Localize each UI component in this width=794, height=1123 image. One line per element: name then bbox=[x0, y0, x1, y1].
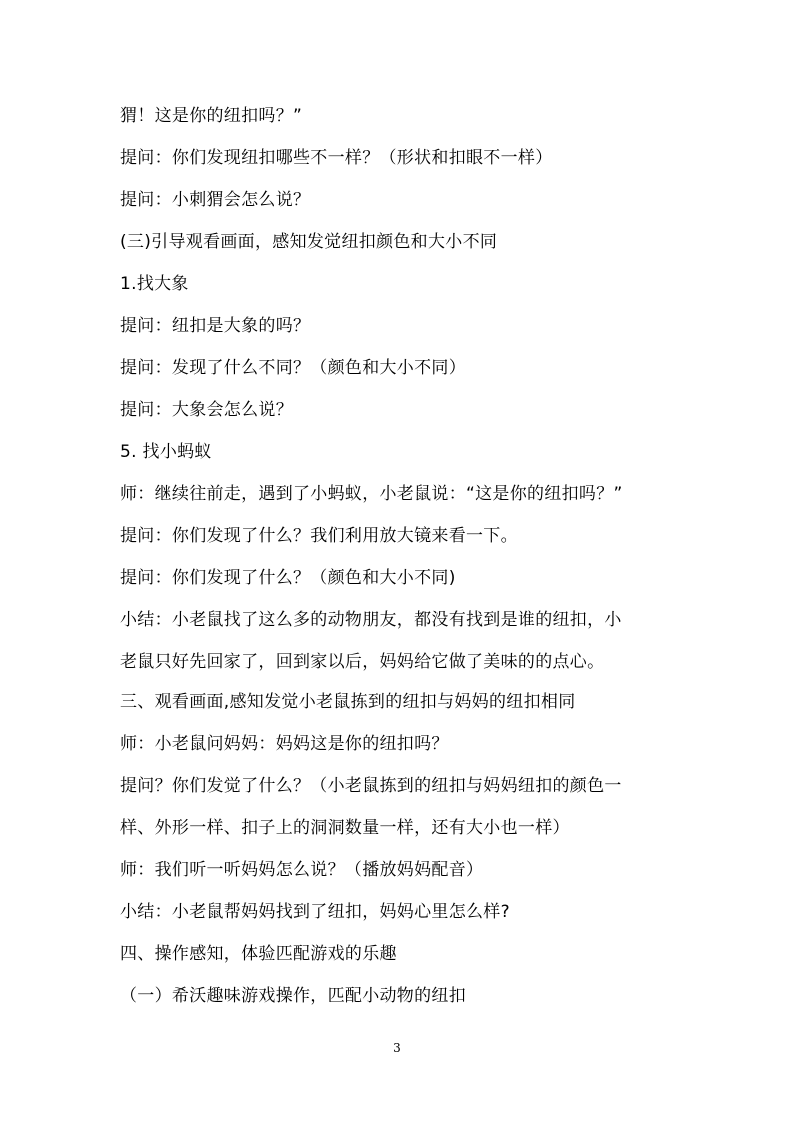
page-number: 3 bbox=[393, 1041, 401, 1055]
text-line: 提问？你们发觉了什么？（小老鼠拣到的纽扣与妈妈纽扣的颜色一 bbox=[120, 776, 622, 796]
text-line: 小结：小老鼠帮妈妈找到了纽扣，妈妈心里怎么样? bbox=[120, 902, 510, 922]
text-line: 提问：发现了什么不同？（颜色和大小不同） bbox=[120, 358, 466, 378]
text-line: 提问：小刺猬会怎么说？ bbox=[120, 190, 311, 210]
text-line: 提问：纽扣是大象的吗？ bbox=[120, 316, 311, 336]
section-heading: 三、观看画面,感知发觉小老鼠拣到的纽扣与妈妈的纽扣相同 bbox=[120, 692, 576, 712]
text-line: 师：继续往前走，遇到了小蚂蚁，小老鼠说：“这是你的纽扣吗？” bbox=[120, 484, 623, 504]
text-line: 提问：大象会怎么说？ bbox=[120, 400, 293, 420]
section-heading: (三)引导观看画面，感知发觉纽扣颜色和大小不同 bbox=[120, 232, 498, 252]
text-line: 小结：小老鼠找了这么多的动物朋友，都没有找到是谁的纽扣，小 bbox=[120, 610, 622, 630]
subsection-heading: （一）希沃趣味游戏操作，匹配小动物的纽扣 bbox=[120, 986, 466, 1006]
text-line: 老鼠只好先回家了，回到家以后，妈妈给它做了美味的的点心。 bbox=[120, 652, 605, 672]
text-line: 样、外形一样、扣子上的洞洞数量一样，还有大小也一样） bbox=[120, 818, 570, 838]
section-heading: 四、操作感知，体验匹配游戏的乐趣 bbox=[120, 944, 397, 964]
text-line: 猬！这是你的纽扣吗？” bbox=[120, 106, 303, 126]
subsection-heading: 5. 找小蚂蚁 bbox=[120, 442, 212, 462]
text-line: 师：我们听一听妈妈怎么说？（播放妈妈配音） bbox=[120, 860, 484, 880]
text-line: 提问：你们发现了什么？（颜色和大小不同) bbox=[120, 568, 456, 588]
text-line: 提问：你们发现了什么？我们利用放大镜来看一下。 bbox=[120, 526, 518, 546]
subsection-heading: 1.找大象 bbox=[120, 274, 189, 294]
text-line: 提问：你们发现纽扣哪些不一样？（形状和扣眼不一样） bbox=[120, 148, 553, 168]
text-line: 师：小老鼠问妈妈：妈妈这是你的纽扣吗？ bbox=[120, 734, 449, 754]
